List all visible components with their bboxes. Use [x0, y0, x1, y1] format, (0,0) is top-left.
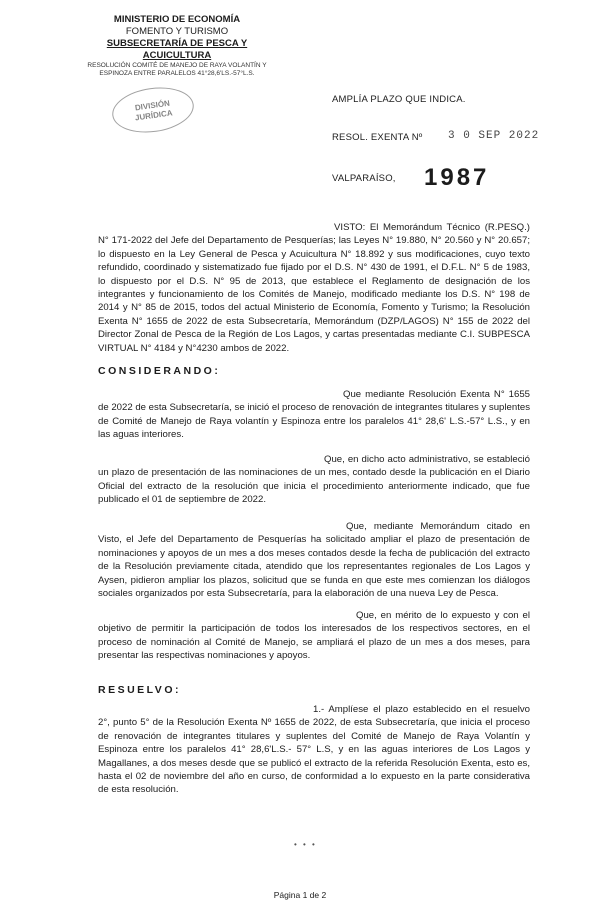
undersecretariat-name: SUBSECRETARÍA DE PESCA Y ACUICULTURA: [106, 38, 248, 61]
page-number: Página 1 de 2: [273, 890, 327, 900]
considerando-paragraph-3: [98, 520, 530, 600]
ministry-subname: FOMENTO Y TURISMO: [125, 26, 229, 37]
resuelvo-paragraph-1: [98, 703, 530, 797]
letterhead-ref-2: ESPINOZA ENTRE PARALELOS 41°28,6'LS.-57°L.S.: [99, 70, 255, 77]
considerando-heading: CONSIDERANDO:: [98, 365, 221, 377]
paragraph-text: Que, en mérito de lo expuesto y con el objetivo de permitir la participación de todos los interesados de los respectivos sectores, en el proceso de nominación al Comité de Manejo, se ampliará el plazo de un mes a dos meses, para presentar las respectivas nominaciones y apoyos.: [98, 610, 530, 662]
ministry-name: MINISTERIO DE ECONOMÍA: [113, 14, 241, 25]
paragraph-text: Que mediante Resolución Exenta N° 1655 de 2022 de esta Subsecretaría, se inició el proceso de renovación de integrantes titulares y suplentes de Comité de Manejo de Raya volantín y Espinoza entre los paralelos 41° 28,6' L.S.-57° L.S., y en las aguas interiores.: [98, 389, 530, 441]
letterhead-ref-1: RESOLUCIÓN COMITÉ DE MANEJO DE RAYA VOLANTÍN Y: [87, 62, 267, 69]
considerando-paragraph-2: [98, 453, 530, 507]
paragraph-text: 1.- Amplíese el plazo establecido en el resuelvo 2°, punto 5° de la Resolución Exenta Nº 1655 de 2022, de esta Subsecretaría, que inicia el proceso de renovación de integrantes titulares y suplentes del Comité de Manejo de Raya Volantín y Espinoza entre los paralelos 41° 28,6'L.S.- 57° L.S, y en las aguas interiores de Los Lagos y Magallanes, a dos meses desde que se publicó el extracto de la referida Resolución Exenta, esto es, hasta el 02 de noviembre del año en curso, de conformidad a lo expuesto en la parte considerativa de esta resolución.: [98, 704, 530, 796]
stamp-line: DIVISIÓN: [134, 98, 171, 113]
resolution-number: 1987: [424, 164, 490, 191]
resuelvo-heading: RESUELVO:: [98, 684, 181, 696]
stamp-line: JURÍDICA: [134, 108, 174, 123]
resolution-date-stamp: 3 0 SEP 2022: [448, 130, 540, 142]
resolution-label: RESOL. EXENTA Nº: [332, 132, 423, 143]
paragraph-text: Que, mediante Memorándum citado en Visto, el Jefe del Departamento de Pesquerías ha solicitado ampliar el plazo de presentación de nominaciones y apoyos de un mes a dos meses contados desde la fecha de publicación del extracto de la Resolución previamente citada, atendido que los representantes regionales de Los Lagos y Aysen, pidieron ampliar los plazos, solicitud que se funda en que este mes comienzan los diálogos sociales organizados por esta Subsecretaría, para la elaboración de una nueva Ley de Pesca.: [98, 521, 530, 600]
visto-text: El Memorándum Técnico (R.PESQ.) N° 171-2022 del Jefe del Departamento de Pesquerías; las Leyes N° 19.880, N° 20.560 y N° 20.657; lo dispuesto en la Ley General de Pesca y Acuicultura N° 18.892 y sus modificaciones, cuyo texto refundido, coordinado y sistematizado fue fijado por el D.S. N° 430 de 1991, el D.F.L. N° 5 de 1983, lo dispuesto por el D.S. N° 95 de 2013, que establece el Reglamento de designación de los integrantes y funcionamiento de los Comités de Manejo, modificado mediante los D.S. N° 198 de 2014 y N° 85 de 2015, todos del actual Ministerio de Economía, Fomento y Turismo; la Resolución Exenta N° 1655 de 2022 de esta Subsecretaría, Memorándum (DZP/LAGOS) N° 155 de 2022 del Director Zonal de Pesca de la Región de Los Lagos, y cartas presentadas mediante C.I. SUBPESCA VIRTUAL N° 4184 y N°4230 ambos de 2022.: [98, 222, 531, 354]
paragraph-text: Que, en dicho acto administrativo, se estableció un plazo de presentación de las nominaciones de un mes, contado desde la publicación en el Diario Oficial del extracto de la resolución que inicia el procedimiento anteriormente indicado, que fue publicado el 01 de septiembre de 2022.: [98, 454, 530, 506]
continuation-marks: • • •: [294, 840, 317, 849]
subject-line: AMPLÍA PLAZO QUE INDICA.: [332, 94, 466, 105]
visto-lead: VISTO:: [334, 222, 366, 233]
letterhead: [82, 14, 272, 78]
considerando-paragraph-1: [98, 388, 530, 442]
visto-paragraph: [98, 221, 530, 355]
place-label: VALPARAÍSO,: [332, 173, 396, 184]
considerando-paragraph-4: [98, 609, 530, 663]
legal-division-stamp: [109, 83, 196, 138]
